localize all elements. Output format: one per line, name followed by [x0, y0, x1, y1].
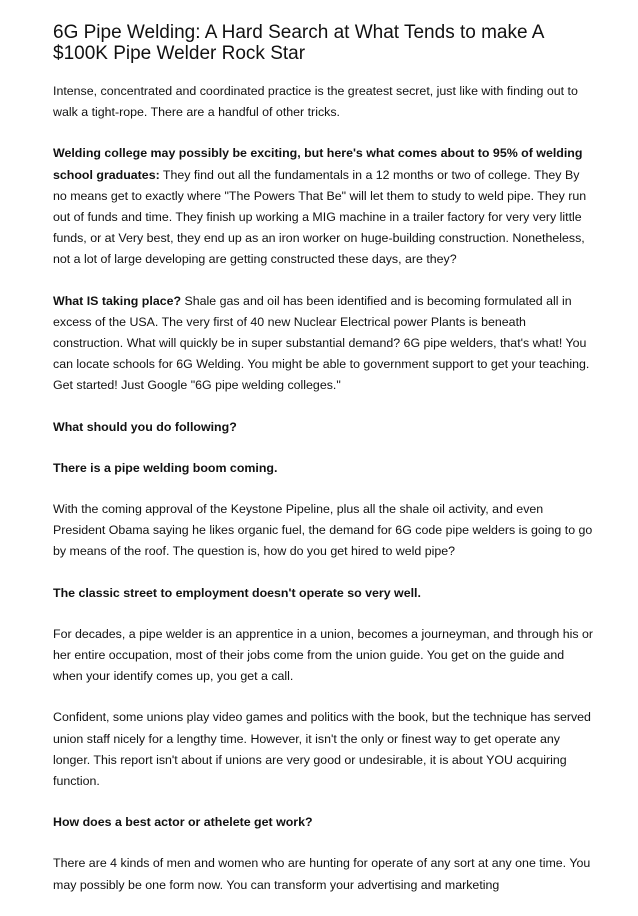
document-title: 6G Pipe Welding: A Hard Search at What Tends to make A $100K Pipe Welder Rock Star [53, 22, 544, 64]
paragraph-6-text: With the coming approval of the Keystone Pipeline, plus all the shale oil activity, and even President Obama saying he likes organic fuel, the demand for 6G code pipe welders is going to go by means of the roof. The question is, how do you get hired to weld pipe? [53, 502, 593, 559]
paragraph-11-text: There are 4 kinds of men and women who are hunting for operate of any sort at any one time. You may possibly be one form now. You can transform your advertising and marketing [53, 856, 591, 892]
paragraph-6 [53, 499, 593, 563]
section-heading-boom [53, 458, 593, 479]
section-heading-next-steps [53, 417, 593, 438]
paragraph-9 [53, 707, 593, 792]
document-page [53, 22, 593, 916]
paragraph-9-text: Confident, some unions play video games and politics with the book, but the technique has served union staff nicely for a lengthy time. However, it isn't the only or finest way to get operate any longer. This report isn't about if unions are very good or undesirable, it is about YOU acquiring function. [53, 710, 591, 789]
paragraph-3-text: Shale gas and oil has been identified and is becoming formulated all in excess of the USA. The very first of 40 new Nuclear Electrical power Plants is beneath construction. What will quickly be in super substantial demand? 6G pipe welders, that's what! You can locate schools for 6G Welding. You might be able to government support to get your teaching. Get started! Just Google "6G pipe welding colleges." [53, 293, 590, 393]
section-heading-actor-athlete [53, 812, 593, 833]
paragraph-2-bold: Welding college may possibly be exciting, but here's what comes about to 95% of welding school graduates: [53, 146, 583, 182]
paragraph-5-bold: There is a pipe welding boom coming. [53, 460, 278, 475]
paragraph-2 [53, 143, 593, 270]
paragraph-3-bold: What IS taking place? [53, 293, 182, 308]
paragraph-2-text: They find out all the fundamentals in a 12 months or two of college. They By no means get to exactly where "The Powers That Be" will let them to study to weld pipe. They run out of funds and time. They finish up working a MIG machine in a trailer factory for very very little funds, or at Very best, they end up as an iron worker on huge-building construction. Nonetheless, not a lot of large developing are getting constructed these days, are they? [53, 167, 587, 267]
paragraph-7-bold: The classic street to employment doesn't operate so very well. [53, 585, 421, 600]
section-heading-classic-street [53, 583, 593, 604]
paragraph-1-text: Intense, concentrated and coordinated practice is the greatest secret, just like with finding out to walk a tight-rope. There are a handful of other tricks. [53, 84, 578, 120]
paragraph-1 [53, 81, 593, 123]
paragraph-8-text: For decades, a pipe welder is an apprentice in a union, becomes a journeyman, and through his or her entire occupation, most of their jobs come from the union guide. You get on the guide and when your identify comes up, you get a call. [53, 626, 594, 684]
paragraph-4-bold: What should you do following? [53, 419, 237, 434]
paragraph-3 [53, 291, 593, 397]
paragraph-8 [53, 624, 593, 688]
paragraph-11 [53, 853, 593, 895]
paragraph-10-bold: How does a best actor or athelete get work? [53, 815, 313, 830]
